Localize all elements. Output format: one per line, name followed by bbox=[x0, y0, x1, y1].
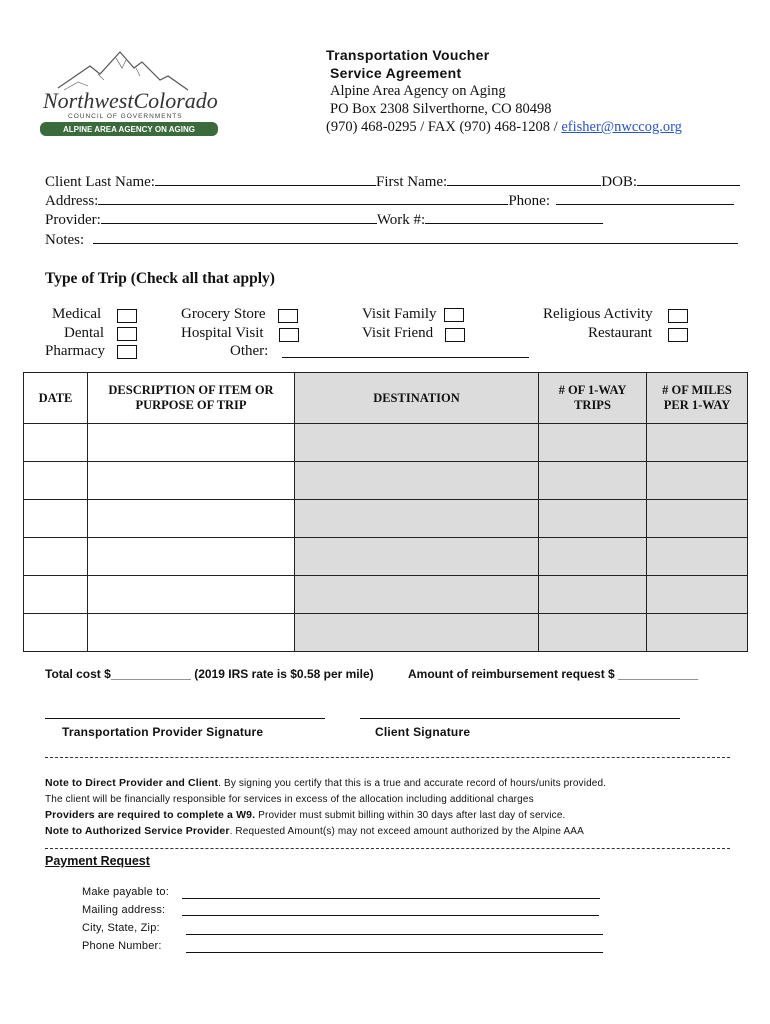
col-description: DESCRIPTION OF ITEM OR PURPOSE OF TRIP bbox=[88, 373, 295, 424]
provider-signature-label: Transportation Provider Signature bbox=[62, 725, 264, 739]
phone-number-label: Phone Number: bbox=[82, 940, 162, 952]
visit-friend-label: Visit Friend bbox=[362, 325, 434, 341]
destination-cell[interactable] bbox=[295, 500, 539, 538]
dental-checkbox[interactable] bbox=[117, 327, 137, 341]
payable-label: Make payable to: bbox=[82, 886, 169, 898]
destination-cell[interactable] bbox=[295, 462, 539, 500]
phone-number-field[interactable] bbox=[186, 952, 603, 953]
description-cell[interactable] bbox=[88, 576, 295, 614]
divider-bottom bbox=[45, 848, 730, 849]
svg-text:NorthwestColorado: NorthwestColorado bbox=[43, 88, 218, 113]
first-name-field[interactable] bbox=[447, 171, 601, 186]
dob-label: DOB: bbox=[601, 174, 638, 190]
note4-bold: Note to Authorized Service Provider bbox=[45, 825, 230, 837]
address-label: Address: bbox=[45, 193, 99, 209]
visit-friend-checkbox[interactable] bbox=[445, 328, 465, 342]
agency-name: Alpine Area Agency on Aging bbox=[330, 83, 506, 99]
medical-label: Medical bbox=[52, 306, 102, 322]
hospital-label: Hospital Visit bbox=[181, 325, 264, 341]
client-address-row bbox=[45, 190, 734, 210]
destination-cell[interactable] bbox=[295, 424, 539, 462]
restaurant-label: Restaurant bbox=[588, 325, 653, 341]
note4-text: . Requested Amount(s) may not exceed amount authorized by the Alpine AAA bbox=[229, 826, 584, 837]
note-provider-client bbox=[45, 777, 606, 789]
date-cell[interactable] bbox=[24, 462, 88, 500]
payable-field[interactable] bbox=[182, 898, 600, 899]
svg-text:ALPINE AREA AGENCY ON AGING: ALPINE AREA AGENCY ON AGING bbox=[62, 125, 196, 134]
religious-label: Religious Activity bbox=[543, 306, 653, 322]
note2-text: The client will be financially responsible for services in excess of the allocation including additional charges bbox=[45, 794, 534, 805]
col-date: DATE bbox=[24, 373, 88, 424]
note-financial bbox=[45, 794, 534, 805]
note-w9 bbox=[45, 809, 565, 821]
description-cell[interactable] bbox=[88, 500, 295, 538]
religious-checkbox[interactable] bbox=[668, 309, 688, 323]
provider-row bbox=[45, 209, 603, 229]
notes-row bbox=[45, 229, 738, 249]
form-subtitle: Service Agreement bbox=[330, 65, 462, 81]
note3-text: Provider must submit billing within 30 days after last day of service. bbox=[255, 810, 566, 821]
last-name-field[interactable] bbox=[155, 171, 376, 186]
trips-cell[interactable] bbox=[539, 614, 647, 652]
agency-logo bbox=[38, 46, 223, 141]
dob-field[interactable] bbox=[637, 171, 740, 186]
description-cell[interactable] bbox=[88, 462, 295, 500]
miles-cell[interactable] bbox=[647, 614, 748, 652]
visit-family-checkbox[interactable] bbox=[444, 308, 464, 322]
table-row bbox=[24, 424, 748, 462]
table-row bbox=[24, 576, 748, 614]
grocery-checkbox[interactable] bbox=[278, 309, 298, 323]
other-field[interactable] bbox=[282, 357, 529, 358]
work-field[interactable] bbox=[425, 209, 603, 224]
visit-family-label: Visit Family bbox=[362, 306, 437, 322]
form-title: Transportation Voucher bbox=[326, 47, 490, 63]
note-authorized bbox=[45, 825, 584, 837]
hospital-checkbox[interactable] bbox=[279, 328, 299, 342]
agency-contact bbox=[326, 118, 746, 136]
miles-cell[interactable] bbox=[647, 500, 748, 538]
svg-text:COUNCIL OF GOVERNMENTS: COUNCIL OF GOVERNMENTS bbox=[68, 113, 183, 120]
client-name-row bbox=[45, 171, 740, 191]
date-cell[interactable] bbox=[24, 538, 88, 576]
trip-table bbox=[23, 372, 748, 652]
provider-field[interactable] bbox=[101, 209, 377, 224]
trips-cell[interactable] bbox=[539, 462, 647, 500]
mountain-logo-icon bbox=[38, 46, 223, 141]
trips-cell[interactable] bbox=[539, 500, 647, 538]
description-cell[interactable] bbox=[88, 538, 295, 576]
trips-cell[interactable] bbox=[539, 576, 647, 614]
miles-cell[interactable] bbox=[647, 424, 748, 462]
trips-cell[interactable] bbox=[539, 538, 647, 576]
header-block bbox=[326, 46, 746, 136]
destination-cell[interactable] bbox=[295, 576, 539, 614]
notes-field[interactable] bbox=[93, 229, 738, 244]
note1-bold: Note to Direct Provider and Client bbox=[45, 777, 219, 789]
client-signature-line[interactable] bbox=[360, 718, 680, 719]
restaurant-checkbox[interactable] bbox=[668, 328, 688, 342]
city-field[interactable] bbox=[186, 934, 603, 935]
phone-field[interactable] bbox=[556, 190, 734, 205]
phone-fax-text: (970) 468-0295 / FAX (970) 468-1208 / bbox=[326, 119, 558, 135]
client-signature-label: Client Signature bbox=[375, 725, 471, 739]
email-link[interactable]: efisher@nwccog.org bbox=[561, 119, 682, 135]
miles-cell[interactable] bbox=[647, 462, 748, 500]
address-field[interactable] bbox=[98, 190, 508, 205]
destination-cell[interactable] bbox=[295, 614, 539, 652]
payment-heading: Payment Request bbox=[45, 854, 150, 868]
mailing-field[interactable] bbox=[182, 915, 599, 916]
table-header-row bbox=[24, 373, 748, 424]
other-label: Other: bbox=[230, 343, 269, 359]
miles-cell[interactable] bbox=[647, 576, 748, 614]
medical-checkbox[interactable] bbox=[117, 309, 137, 323]
pharmacy-label: Pharmacy bbox=[45, 343, 105, 359]
date-cell[interactable] bbox=[24, 576, 88, 614]
date-cell[interactable] bbox=[24, 500, 88, 538]
date-cell[interactable] bbox=[24, 424, 88, 462]
total-cost-text: Total cost $____________ (2019 IRS rate is $0.58 per mile) bbox=[45, 667, 374, 681]
trips-cell[interactable] bbox=[539, 424, 647, 462]
agency-address: PO Box 2308 Silverthorne, CO 80498 bbox=[330, 101, 552, 117]
description-cell[interactable] bbox=[88, 614, 295, 652]
col-destination: DESTINATION bbox=[295, 373, 539, 424]
col-miles: # OF MILES PER 1-WAY bbox=[647, 373, 748, 424]
phone-label: Phone: bbox=[508, 193, 550, 209]
city-label: City, State, Zip: bbox=[82, 922, 160, 934]
reimbursement-text: Amount of reimbursement request $ ____________ bbox=[408, 667, 699, 681]
provider-signature-line[interactable] bbox=[45, 718, 325, 719]
last-name-label: Client Last Name: bbox=[45, 174, 155, 190]
divider-top bbox=[45, 757, 730, 758]
pharmacy-checkbox[interactable] bbox=[117, 345, 137, 359]
date-cell[interactable] bbox=[24, 614, 88, 652]
table-row bbox=[24, 614, 748, 652]
trip-type-heading: Type of Trip (Check all that apply) bbox=[45, 270, 275, 287]
grocery-label: Grocery Store bbox=[181, 306, 266, 322]
destination-cell[interactable] bbox=[295, 538, 539, 576]
table-row bbox=[24, 462, 748, 500]
provider-label: Provider: bbox=[45, 212, 101, 228]
col-trips: # OF 1-WAY TRIPS bbox=[539, 373, 647, 424]
work-label: Work #: bbox=[376, 212, 426, 228]
note3-bold: Providers are required to complete a W9. bbox=[45, 809, 256, 821]
table-row bbox=[24, 538, 748, 576]
dental-label: Dental bbox=[64, 325, 104, 341]
note1-text: . By signing you certify that this is a true and accurate record of hours/units provided. bbox=[218, 778, 607, 789]
description-cell[interactable] bbox=[88, 424, 295, 462]
notes-label: Notes: bbox=[45, 232, 85, 248]
miles-cell[interactable] bbox=[647, 538, 748, 576]
first-name-label: First Name: bbox=[375, 174, 448, 190]
mailing-label: Mailing address: bbox=[82, 904, 166, 916]
table-row bbox=[24, 500, 748, 538]
